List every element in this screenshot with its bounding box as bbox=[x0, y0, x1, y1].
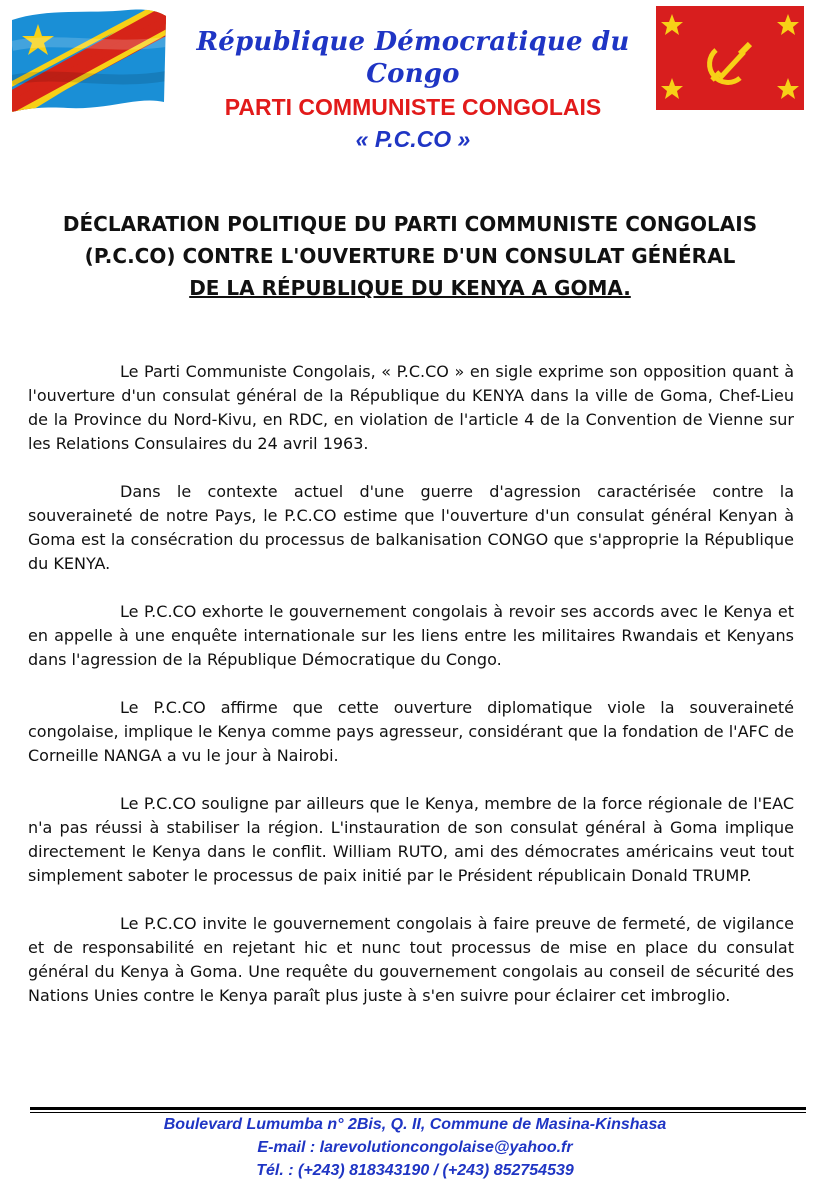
footer-divider bbox=[30, 1107, 806, 1110]
title-line-3: DE LA RÉPUBLIQUE DU KENYA A GOMA. bbox=[189, 276, 631, 300]
document-title bbox=[20, 208, 800, 304]
title-line-1: DÉCLARATION POLITIQUE DU PARTI COMMUNISTE CONGOLAIS bbox=[62, 212, 758, 236]
paragraph: Dans le contexte actuel d'une guerre d'agression caractérisée contre la souveraineté de notre Pays, le P.C.CO estime que l'ouverture d'un consulat général Kenyan à Goma est la consécration du processus de balkanisation CONGO que s'approprie la République du KENYA. bbox=[28, 482, 794, 573]
paragraph: Le Parti Communiste Congolais, « P.C.CO » en sigle exprime son opposition quant à l'ouverture d'un consulat général de la République du KENYA dans la ville de Goma, Chef-Lieu de la Province du Nord-Kivu, en RDC, en violation de l'article 4 de la Convention de Vienne sur les Relations Consulaires du 24 avril 1963. bbox=[28, 362, 794, 453]
footer-address: Boulevard Lumumba n° 2Bis, Q. II, Commune de Masina-Kinshasa bbox=[163, 1116, 667, 1133]
declaration-body bbox=[28, 360, 794, 1032]
paragraph: Le P.C.CO exhorte le gouvernement congolais à revoir ses accords avec le Kenya et en appelle à une enquête internationale sur les liens entre les militaires Rwandais et Kenyans dans l'agression de la République Démocratique du Congo. bbox=[28, 602, 794, 669]
footer-phone: Tél. : (+243) 818343190 / (+243) 852754539 bbox=[256, 1162, 574, 1179]
footer-email: E-mail : larevolutioncongolaise@yahoo.fr bbox=[257, 1139, 573, 1156]
communist-flag-icon bbox=[656, 6, 804, 110]
paragraph: Le P.C.CO affirme que cette ouverture diplomatique viole la souveraineté congolaise, implique le Kenya comme pays agresseur, considérant que la fondation de l'AFC de Corneille NANGA a vu le jour à Nairobi. bbox=[28, 698, 794, 765]
party-abbreviation: « P.C.CO » bbox=[355, 126, 471, 152]
title-line-2: (P.C.CO) CONTRE L'OUVERTURE D'UN CONSULAT GÉNÉRAL bbox=[84, 244, 736, 268]
party-name: PARTI COMMUNISTE CONGOLAIS bbox=[224, 94, 602, 120]
footer-contact bbox=[20, 1113, 810, 1182]
letterhead bbox=[170, 26, 656, 154]
country-name: République Démocratique du Congo bbox=[196, 27, 630, 89]
drc-flag-icon bbox=[8, 6, 170, 114]
paragraph: Le P.C.CO invite le gouvernement congolais à faire preuve de fermeté, de vigilance et de responsabilité en rejetant hic et nunc tout processus de mise en place du consulat général du Kenya à Goma. Une requête du gouvernement congolais au conseil de sécurité des Nations Unies contre le Kenya paraît plus juste à s'en suivre pour éclairer cet imbroglio. bbox=[28, 914, 794, 1005]
paragraph: Le P.C.CO souligne par ailleurs que le Kenya, membre de la force régionale de l'EAC n'a pas réussi à stabiliser la région. L'instauration de son consulat général à Goma implique directement le Kenya dans le conflit. William RUTO, ami des démocrates américains veut tout simplement saboter le processus de paix initié par le Président républicain Donald TRUMP. bbox=[28, 794, 794, 885]
